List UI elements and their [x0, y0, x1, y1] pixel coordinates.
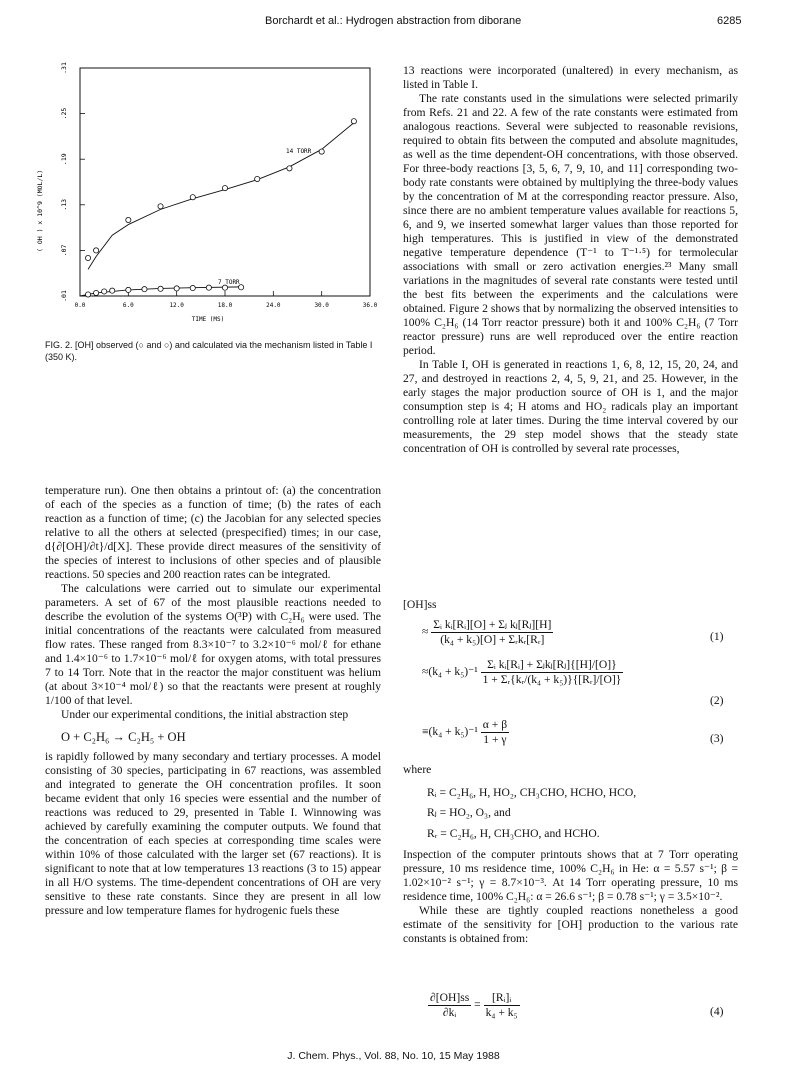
- figure-2-chart: [30, 62, 390, 332]
- eq2-numerator: Σᵢ kᵢ[Rᵢ] + Σⱼkⱼ[Rⱼ]{[H]/[O]}: [481, 658, 624, 673]
- page-number: 6285: [717, 15, 742, 27]
- left-paragraph-1: temperature run). One then obtains a printout of: (a) the concentration of each of the species as a function of time; (b) the rates of each reaction as a function of time; (c) the Jacobian for any selected species relative to all the others at selected (prespecified) times; in our case, d{∂[OH]/∂t}/d[X]. These provide direct measures of the sensitivity of the species of interest to inclusions of other species and of plausible reactions. 50 species and 200 reaction rates can be integrated.: [45, 484, 381, 581]
- journal-footer: J. Chem. Phys., Vol. 88, No. 10, 15 May 1988: [287, 1050, 500, 1062]
- observed-point-14-torr: [222, 185, 227, 190]
- x-tick-label: 18.0: [217, 302, 233, 309]
- observed-point-7-torr: [94, 290, 99, 295]
- left-paragraph-4: is rapidly followed by many secondary and tertiary processes. A model consisting of 30 species, participating in 67 reactions, was assembled and integrated to generate the OH concentration profiles. It soon became evident that only 16 species were essential and the number of reactions was reduced to 29, presented in Table I. Winnowing was achieved by carefully examining the computer outputs. We found that the concentration of each species at corresponding time scales were within 10% of those calculated with the larger set (67 reactions). It is significant to note that at low temperatures 13 reactions (3 to 15) appear in all H/O systems. The time-dependent concentrations of OH are very sensitive to these rate constants. Since they are present in all low pressure and low temperature flames for hydrogenic fuels these: [45, 750, 381, 917]
- eq1-numerator: Σᵢ kᵢ[Rᵢ][O] + Σⱼ kⱼ[Rⱼ][H]: [433, 618, 552, 631]
- eq3-denominator: 1 + γ: [483, 733, 507, 746]
- reaction-equation: O + C₂H₆ → C₂H₅ + OH: [61, 730, 186, 744]
- eq3-label: (3): [710, 732, 724, 745]
- eq2-label: (2): [710, 694, 724, 707]
- right-paragraph-3: In Table I, OH is generated in reactions 1, 6, 8, 12, 15, 20, 24, and 27, and destroyed in reactions 2, 4, 5, 9, 21, and 25. However, in the early stages the major production source of OH is 1, and the major consumption step is 4; H atoms and HO₂ radicals play an important controlling role at later times. During the time interval covered by our measurements, the 29 step model shows that the steady state concentration of OH is controlled by several rate processes,: [403, 358, 738, 455]
- y-tick-label: .13: [60, 198, 68, 211]
- equation-1: ≈ $\frac{\text{Σᵢ kᵢ[Rᵢ][O] + Σⱼ kⱼ[Rⱼ][H]}}{\text{(k₄ + k₅)[O] + Σᵣkᵣ[Rᵣ]}}$: [422, 618, 552, 646]
- observed-point-7-torr: [190, 285, 195, 290]
- eq4-numerator-2: [Rᵢ]ᵢ: [484, 991, 520, 1006]
- figure-caption: FIG. 2. [OH] observed (○ and ○) and calculated via the mechanism listed in Table I (350 K).: [45, 340, 373, 362]
- observed-point-7-torr: [206, 285, 211, 290]
- observed-point-14-torr: [319, 149, 324, 154]
- running-title: Borchardt et al.: Hydrogen abstraction from diborane: [265, 15, 522, 27]
- right-paragraph-2: The rate constants used in the simulations were selected primarily from Refs. 21 and 22. A few of the rate constants were estimated from analogous reactions. Several were subjected to reasonable revisions, required to obtain fits between the computed and absolute magnitudes, as well as the time dependent-OH concentrations, with those observed. For three-body reactions [3, 5, 6, 7, 9, 10, and 11] corresponding two-body rate constants were obtained by multiplying the three-body values by the concentration of M at the corresponding reactor pressure. Also, since there are no ambient temperature values available for reactions 5, 6, and 9, we inserted somewhat larger values than those reported for high temperatures. This is justified in view of the demonstrated negative temperature dependence (T⁻¹ to T⁻¹·⁵) for termolecular associations with small or zero activation energies.²³ Many small variations in the magnitudes of several rate constants were tested until the best fits between the experiments and the calculations were obtained. Figure 2 shows that by normalizing the observed intensities to 100% C₂H₆ (14 Torr reactor pressure) both it and 100% C₂H₆ (7 Torr reactor pressure) runs are well reproduced over the entire reaction period.: [403, 92, 738, 357]
- observed-point-7-torr: [142, 287, 147, 292]
- equation-3: [422, 718, 509, 747]
- observed-point-14-torr: [94, 248, 99, 253]
- eq4-numerator: ∂[OH]ss: [430, 991, 470, 1004]
- x-tick-label: 6.0: [122, 302, 134, 309]
- equation-2: [422, 658, 623, 687]
- observed-point-7-torr: [110, 288, 115, 293]
- oh-steady-state-label: [OH]ss: [403, 598, 437, 611]
- calculated-curve-14-torr: [88, 123, 354, 270]
- y-tick-label: .01: [60, 290, 68, 302]
- left-paragraph-3: Under our experimental conditions, the initial abstraction step: [61, 708, 349, 721]
- observed-point-7-torr: [126, 287, 131, 292]
- eq1-denominator: (k₄ + k₅)[O] + Σᵣkᵣ[Rᵣ]: [440, 633, 545, 646]
- y-tick-label: .19: [60, 153, 68, 166]
- equation-4: [428, 991, 520, 1020]
- eq2-denominator: 1 + Σᵣ{kᵣ/(k₄ + k₅)}{[Rᵣ]/[O]}: [482, 673, 622, 686]
- x-tick-label: 30.0: [314, 302, 329, 309]
- eq4-equals: =: [474, 998, 481, 1012]
- plot-frame: [80, 68, 370, 296]
- eq3-numerator: α + β: [482, 718, 508, 731]
- y-tick-label: .07: [60, 244, 68, 257]
- x-axis-label: TIME (MS): [191, 316, 225, 323]
- definition-rj: Rⱼ = HO₂, O₃, and: [427, 806, 511, 819]
- right-paragraph-5: While these are tightly coupled reactions nonetheless a good estimate of the sensitivity for [OH] production to the various rate constants is obtained from:: [403, 904, 738, 945]
- series-label-7: 7 TORR: [218, 279, 240, 286]
- x-tick-label: 0.0: [74, 302, 86, 309]
- observed-point-14-torr: [190, 195, 195, 200]
- observed-point-14-torr: [255, 176, 260, 181]
- observed-point-7-torr: [102, 289, 107, 294]
- observed-point-14-torr: [126, 217, 131, 222]
- eq3-prefix: ≡(k₄ + k₅)⁻¹: [422, 725, 478, 739]
- observed-point-7-torr: [174, 286, 179, 291]
- y-tick-label: .31: [60, 62, 68, 74]
- definition-ri: Rᵢ = C₂H₆, H, HO₂, CH₃CHO, HCHO, HCO,: [427, 786, 637, 799]
- observed-point-14-torr: [85, 255, 90, 260]
- series-label-14: 14 TORR: [286, 148, 312, 155]
- right-paragraph-4: Inspection of the computer printouts shows that at 7 Torr operating pressure, 10 ms residence time, 100% C₂H₆ in He: α = 5.57 s⁻¹; β = 1.02×10⁻² s⁻¹; γ = 8.7×10⁻³. At 14 Torr operating pressure, 10 ms residence time, 100% C₂H₆: α = 26.6 s⁻¹; β = 0.78 s⁻¹; γ = 3.5×10⁻².: [403, 848, 738, 903]
- observed-point-7-torr: [85, 292, 90, 297]
- observed-point-14-torr: [158, 204, 163, 209]
- observed-point-7-torr: [158, 286, 163, 291]
- where-label: where: [403, 763, 432, 776]
- eq4-denominator: ∂kᵢ: [442, 1006, 457, 1019]
- observed-point-14-torr: [351, 119, 356, 124]
- definition-rr: Rᵣ = C₂H₆, H, CH₃CHO, and HCHO.: [427, 827, 600, 840]
- x-tick-label: 24.0: [266, 302, 281, 309]
- eq2-prefix: ≈(k₄ + k₅)⁻¹: [422, 665, 478, 679]
- observed-point-14-torr: [287, 166, 292, 171]
- eq4-denominator-2: k₄ + k₅: [485, 1006, 518, 1019]
- y-tick-label: .25: [60, 107, 68, 120]
- left-paragraph-2: The calculations were carried out to simulate our experimental parameters. A set of 67 of the most plausible reactions needed to describe the evolution of the systems O(³P) with C₂H₆ were used. The initial concentrations of the reactants were calculated from measured flow rates. These ranged from 8.3×10⁻⁷ to 3.2×10⁻⁶ mol/ℓ for ethane and 1.4×10⁻⁶ to 1.7×10⁻⁶ mol/ℓ for oxygen atoms, with total pressures 7 to 14 Torr. Note that in the reactor the major constituent was helium (at about 3×10⁻⁴ mol/ℓ) so that the reactants were present at roughly 1/100 of that level.: [45, 582, 381, 707]
- eq4-label: (4): [710, 1005, 724, 1018]
- y-axis-label: ( OH ) x 10^9 (MOL/L): [36, 169, 44, 252]
- x-tick-label: 12.0: [169, 302, 184, 309]
- x-tick-label: 36.0: [362, 302, 378, 309]
- right-paragraph-1: 13 reactions were incorporated (unaltered) in every mechanism, as listed in Table I.: [403, 64, 738, 91]
- eq1-label: (1): [710, 630, 724, 643]
